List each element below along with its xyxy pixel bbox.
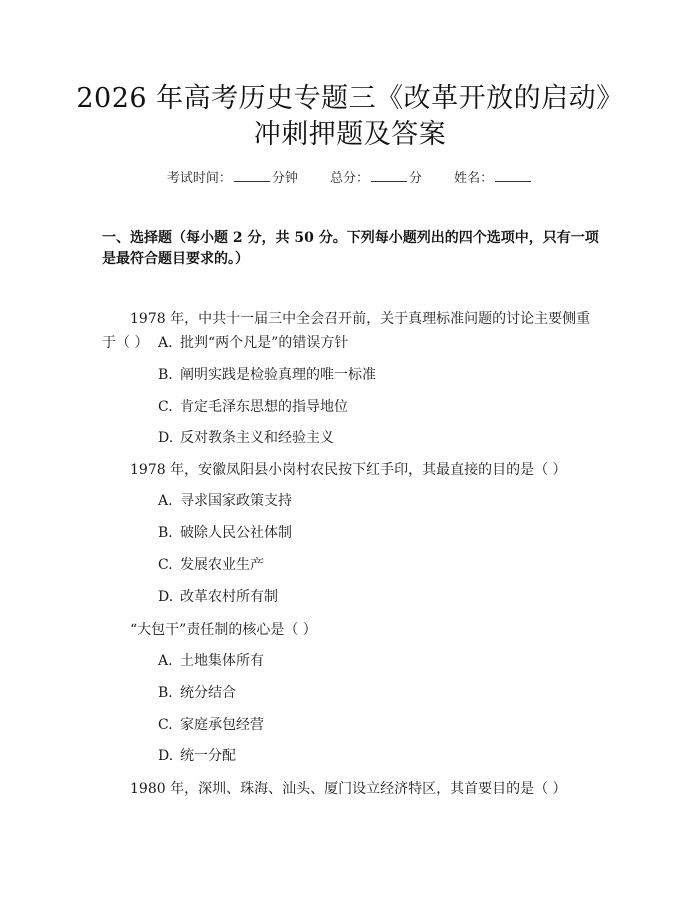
exam-meta <box>0 167 700 186</box>
option-key: B. <box>158 685 173 701</box>
option-key: D. <box>158 748 174 764</box>
option-key: D. <box>158 430 174 446</box>
exam-time-unit: 分钟 <box>271 171 298 186</box>
option-key: A. <box>158 493 173 509</box>
total-score-label: 总分： <box>329 171 369 186</box>
option <box>158 715 598 735</box>
option <box>158 428 598 448</box>
option-text: 批判“两个凡是”的错误方针 <box>180 335 349 351</box>
option-text: 阐明实践是检验真理的唯一标准 <box>180 367 376 383</box>
student-name-blank <box>495 169 531 182</box>
option-text: 反对教条主义和经验主义 <box>180 430 334 446</box>
option-key: C. <box>158 717 173 733</box>
option <box>158 365 598 385</box>
option <box>158 746 598 766</box>
option-key: C. <box>158 399 173 415</box>
option-key: C. <box>158 557 173 573</box>
exam-time-label: 考试时间： <box>166 171 232 186</box>
option <box>158 397 598 417</box>
question-stem: 1978 年，中共十一届三中全会召开前，关于真理标准问题的讨论主要侧重于（ ） <box>102 311 591 351</box>
option <box>158 523 598 543</box>
student-name <box>454 171 533 186</box>
option-text: 家庭承包经营 <box>180 717 264 733</box>
option <box>158 333 598 353</box>
option-key: A. <box>158 653 173 669</box>
option <box>158 491 598 511</box>
option-text: 肯定毛泽东思想的指导地位 <box>180 399 348 415</box>
option-key: B. <box>158 367 173 383</box>
option-text: 统分结合 <box>180 685 236 701</box>
document-title-line1: 2026 年高考历史专题三《改革开放的启动》 <box>76 83 624 114</box>
option-key: A. <box>158 335 173 351</box>
total-score <box>330 171 426 186</box>
total-score-unit: 分 <box>409 171 423 186</box>
option <box>158 683 598 703</box>
option-key: D. <box>158 589 174 605</box>
question-stem: 1980 年，深圳、珠海、汕头、厦门设立经济特区，其首要目的是（ ） <box>130 781 567 797</box>
option-text: 改革农村所有制 <box>180 589 278 605</box>
option-key: B. <box>158 525 173 541</box>
total-score-blank <box>371 169 407 182</box>
question-stem: 1978 年，安徽凤阳县小岗村农民按下红手印，其最直接的目的是（ ） <box>130 462 567 478</box>
option-text: 破除人民公社体制 <box>180 525 292 541</box>
exam-time-blank <box>234 169 270 182</box>
section-heading: 一、选择题（每小题 2 分，共 50 分。下列每小题列出的四个选项中，只有一项是最符合题目要求的。） <box>102 230 599 267</box>
option-text: 统一分配 <box>180 748 236 764</box>
option <box>158 651 598 671</box>
option-text: 土地集体所有 <box>180 653 264 669</box>
option <box>158 587 598 607</box>
option-text: 发展农业生产 <box>180 557 264 573</box>
option <box>158 555 598 575</box>
exam-time <box>167 171 302 186</box>
student-name-label: 姓名： <box>454 171 494 186</box>
option-text: 寻求国家政策支持 <box>180 493 292 509</box>
question-stem: “大包干”责任制的核心是（ ） <box>130 622 317 638</box>
document-title-line2: 冲刺押题及答案 <box>253 119 447 150</box>
